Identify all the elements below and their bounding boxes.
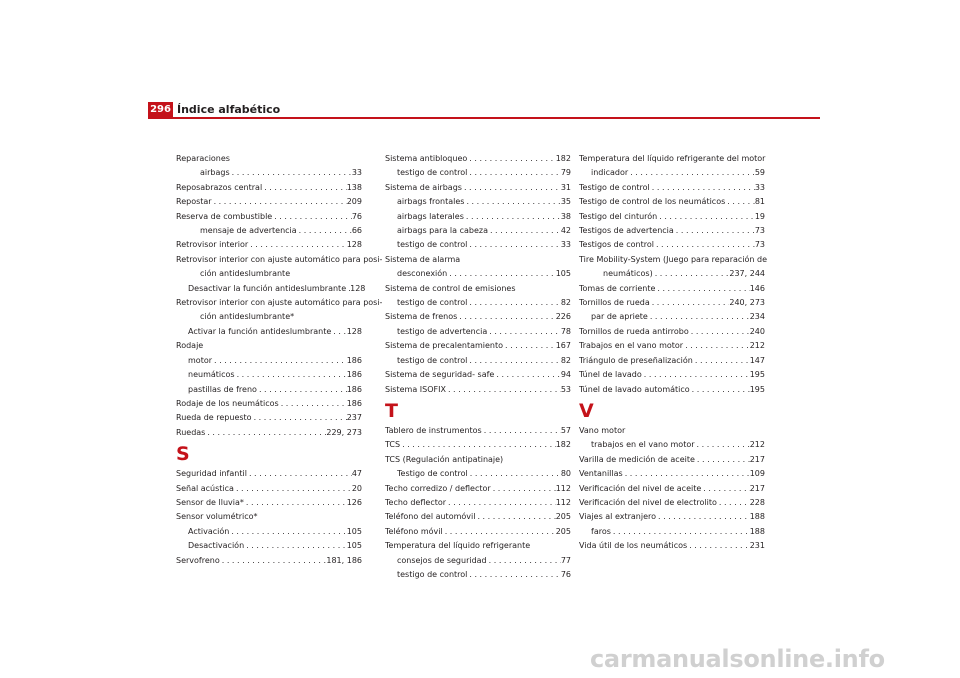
- index-entry: Testigo del cinturón . . . 19: [579, 210, 765, 224]
- index-entry: Tomas de corriente . . . 146: [579, 282, 765, 296]
- index-entry: Techo corredizo / deflector . . . 112: [385, 482, 571, 496]
- index-entry: TCS . . . 182: [385, 438, 571, 452]
- index-subentry: faros . . . 188: [579, 525, 765, 539]
- index-entry: Viajes al extranjero . . . 188: [579, 510, 765, 524]
- index-entry: Seguridad infantil . . . 47: [176, 467, 362, 481]
- index-column-1: [176, 152, 383, 568]
- index-entry: Testigos de control . . . 73: [579, 238, 765, 252]
- index-subentry: par de apriete . . . 234: [579, 310, 765, 324]
- index-entry: Sistema de precalentamiento . . . 167: [385, 339, 571, 353]
- index-entry: Túnel de lavado . . . 195: [579, 368, 765, 382]
- index-column-3: [579, 152, 768, 554]
- index-entry: Vida útil de los neumáticos . . . 231: [579, 539, 765, 553]
- index-entry: Ruedas . . . 229, 273: [176, 426, 362, 440]
- page-number: 296: [148, 102, 173, 117]
- page-title: Índice alfabético: [177, 103, 281, 116]
- index-entry: Trabajos en el vano motor . . . 212: [579, 339, 765, 353]
- index-entry: Rueda de repuesto . . . 237: [176, 411, 362, 425]
- index-entry: Retrovisor interior con ajuste automático para posi-: [176, 298, 383, 308]
- index-entry: Tablero de instrumentos . . . 57: [385, 424, 571, 438]
- index-subentry: airbags . . . 33: [176, 166, 362, 180]
- index-subentry: neumáticos) . . . 237, 244: [579, 267, 765, 281]
- index-entry: Teléfono móvil . . . 205: [385, 525, 571, 539]
- index-subentry: Testigo de control . . . 80: [385, 467, 571, 481]
- index-entry: Verificación del nivel de aceite . . . 217: [579, 482, 765, 496]
- index-subentry: testigo de control . . . 82: [385, 354, 571, 368]
- index-entry: Sistema de alarma: [385, 254, 461, 264]
- index-subentry: Activar la función antideslumbrante . . . 128: [176, 325, 362, 339]
- index-entry: Túnel de lavado automático . . . 195: [579, 383, 765, 397]
- index-entry: Sistema ISOFIX . . . 53: [385, 383, 571, 397]
- index-subentry: pastillas de freno . . . 186: [176, 383, 362, 397]
- index-subentry: Activación . . . 105: [176, 525, 362, 539]
- index-entry: Techo deflector . . . 112: [385, 496, 571, 510]
- index-entry: Verificación del nivel de electrolito . . . 228: [579, 496, 765, 510]
- section-letter-v: V: [579, 399, 594, 422]
- index-subentry: airbags para la cabeza . . . 42: [385, 224, 571, 238]
- index-entry: Reparaciones: [176, 154, 230, 163]
- section-letter-t: T: [385, 399, 398, 422]
- index-entry: TCS (Regulación antipatinaje): [385, 454, 504, 464]
- index-entry: Sensor de lluvia* . . . 126: [176, 496, 362, 510]
- index-column-2: [385, 152, 571, 582]
- index-entry: Sistema de control de emisiones: [385, 283, 516, 293]
- index-subentry: Desactivación . . . 105: [176, 539, 362, 553]
- index-entry: Sensor volumétrico*: [176, 512, 258, 522]
- index-entry: Tornillos de rueda . . . 240, 273: [579, 296, 765, 310]
- index-subentry: airbags laterales . . . 38: [385, 210, 571, 224]
- section-letter-s: S: [176, 443, 190, 466]
- index-entry: Teléfono del automóvil . . . 205: [385, 510, 571, 524]
- index-entry: Sistema de airbags . . . 31: [385, 181, 571, 195]
- index-entry: Testigo de control de los neumáticos . . . 81: [579, 195, 765, 209]
- index-subentry: testigo de advertencia . . . 78: [385, 325, 571, 339]
- index-subentry: testigo de control . . . 79: [385, 166, 571, 180]
- watermark: carmanualsonline.info: [590, 645, 885, 673]
- index-entry: Ventanillas . . . 109: [579, 467, 765, 481]
- index-entry: Tornillos de rueda antirrobo . . . 240: [579, 325, 765, 339]
- index-entry: Rodaje de los neumáticos . . . 186: [176, 397, 362, 411]
- index-entry: Retrovisor interior con ajuste automático para posi-: [176, 254, 383, 264]
- index-entry: Sistema de frenos . . . 226: [385, 310, 571, 324]
- index-entry: Testigos de advertencia . . . 73: [579, 224, 765, 238]
- index-entry-continuation: ción antideslumbrante: [200, 269, 291, 279]
- index-entry: Repostar . . . 209: [176, 195, 362, 209]
- index-entry: Reserva de combustible . . . 76: [176, 210, 362, 224]
- index-entry: Triángulo de preseñalización . . . 147: [579, 354, 765, 368]
- index-subentry: testigo de control . . . 82: [385, 296, 571, 310]
- index-entry: Sistema de seguridad- safe . . . 94: [385, 368, 571, 382]
- index-entry: Retrovisor interior . . . 128: [176, 238, 362, 252]
- index-subentry: indicador . . . 59: [579, 166, 765, 180]
- index-subentry: consejos de seguridad . . . 77: [385, 554, 571, 568]
- index-entry: Sistema antibloqueo . . . 182: [385, 152, 571, 166]
- index-entry: Reposabrazos central . . . 138: [176, 181, 362, 195]
- index-subentry: neumáticos . . . 186: [176, 368, 362, 382]
- index-subentry: motor . . . 186: [176, 354, 362, 368]
- index-entry: Testigo de control . . . 33: [579, 181, 765, 195]
- index-entry: Varilla de medición de aceite . . . 217: [579, 453, 765, 467]
- page-header: [148, 102, 820, 117]
- header-rule: [148, 117, 820, 119]
- index-subentry: mensaje de advertencia . . . 66: [176, 224, 362, 238]
- index-entry: Señal acústica . . . 20: [176, 482, 362, 496]
- index-entry-continuation: ción antideslumbrante*: [200, 312, 295, 322]
- index-entry: Vano motor: [579, 425, 626, 435]
- index-entry: Tire Mobility-System (Juego para reparación de: [579, 254, 768, 264]
- index-subentry: testigo de control . . . 33: [385, 238, 571, 252]
- index-subentry: trabajos en el vano motor . . . 212: [579, 438, 765, 452]
- index-entry: Temperatura del líquido refrigerante del motor: [579, 154, 766, 163]
- index-entry: Temperatura del líquido refrigerante: [385, 541, 531, 551]
- index-entry: Servofreno . . . 181, 186: [176, 554, 362, 568]
- index-subentry: Desactivar la función antideslumbrante . . . 128: [176, 282, 362, 296]
- index-subentry: desconexión . . . 105: [385, 267, 571, 281]
- index-entry: Rodaje: [176, 341, 204, 351]
- index-subentry: airbags frontales . . . 35: [385, 195, 571, 209]
- index-subentry: testigo de control . . . 76: [385, 568, 571, 582]
